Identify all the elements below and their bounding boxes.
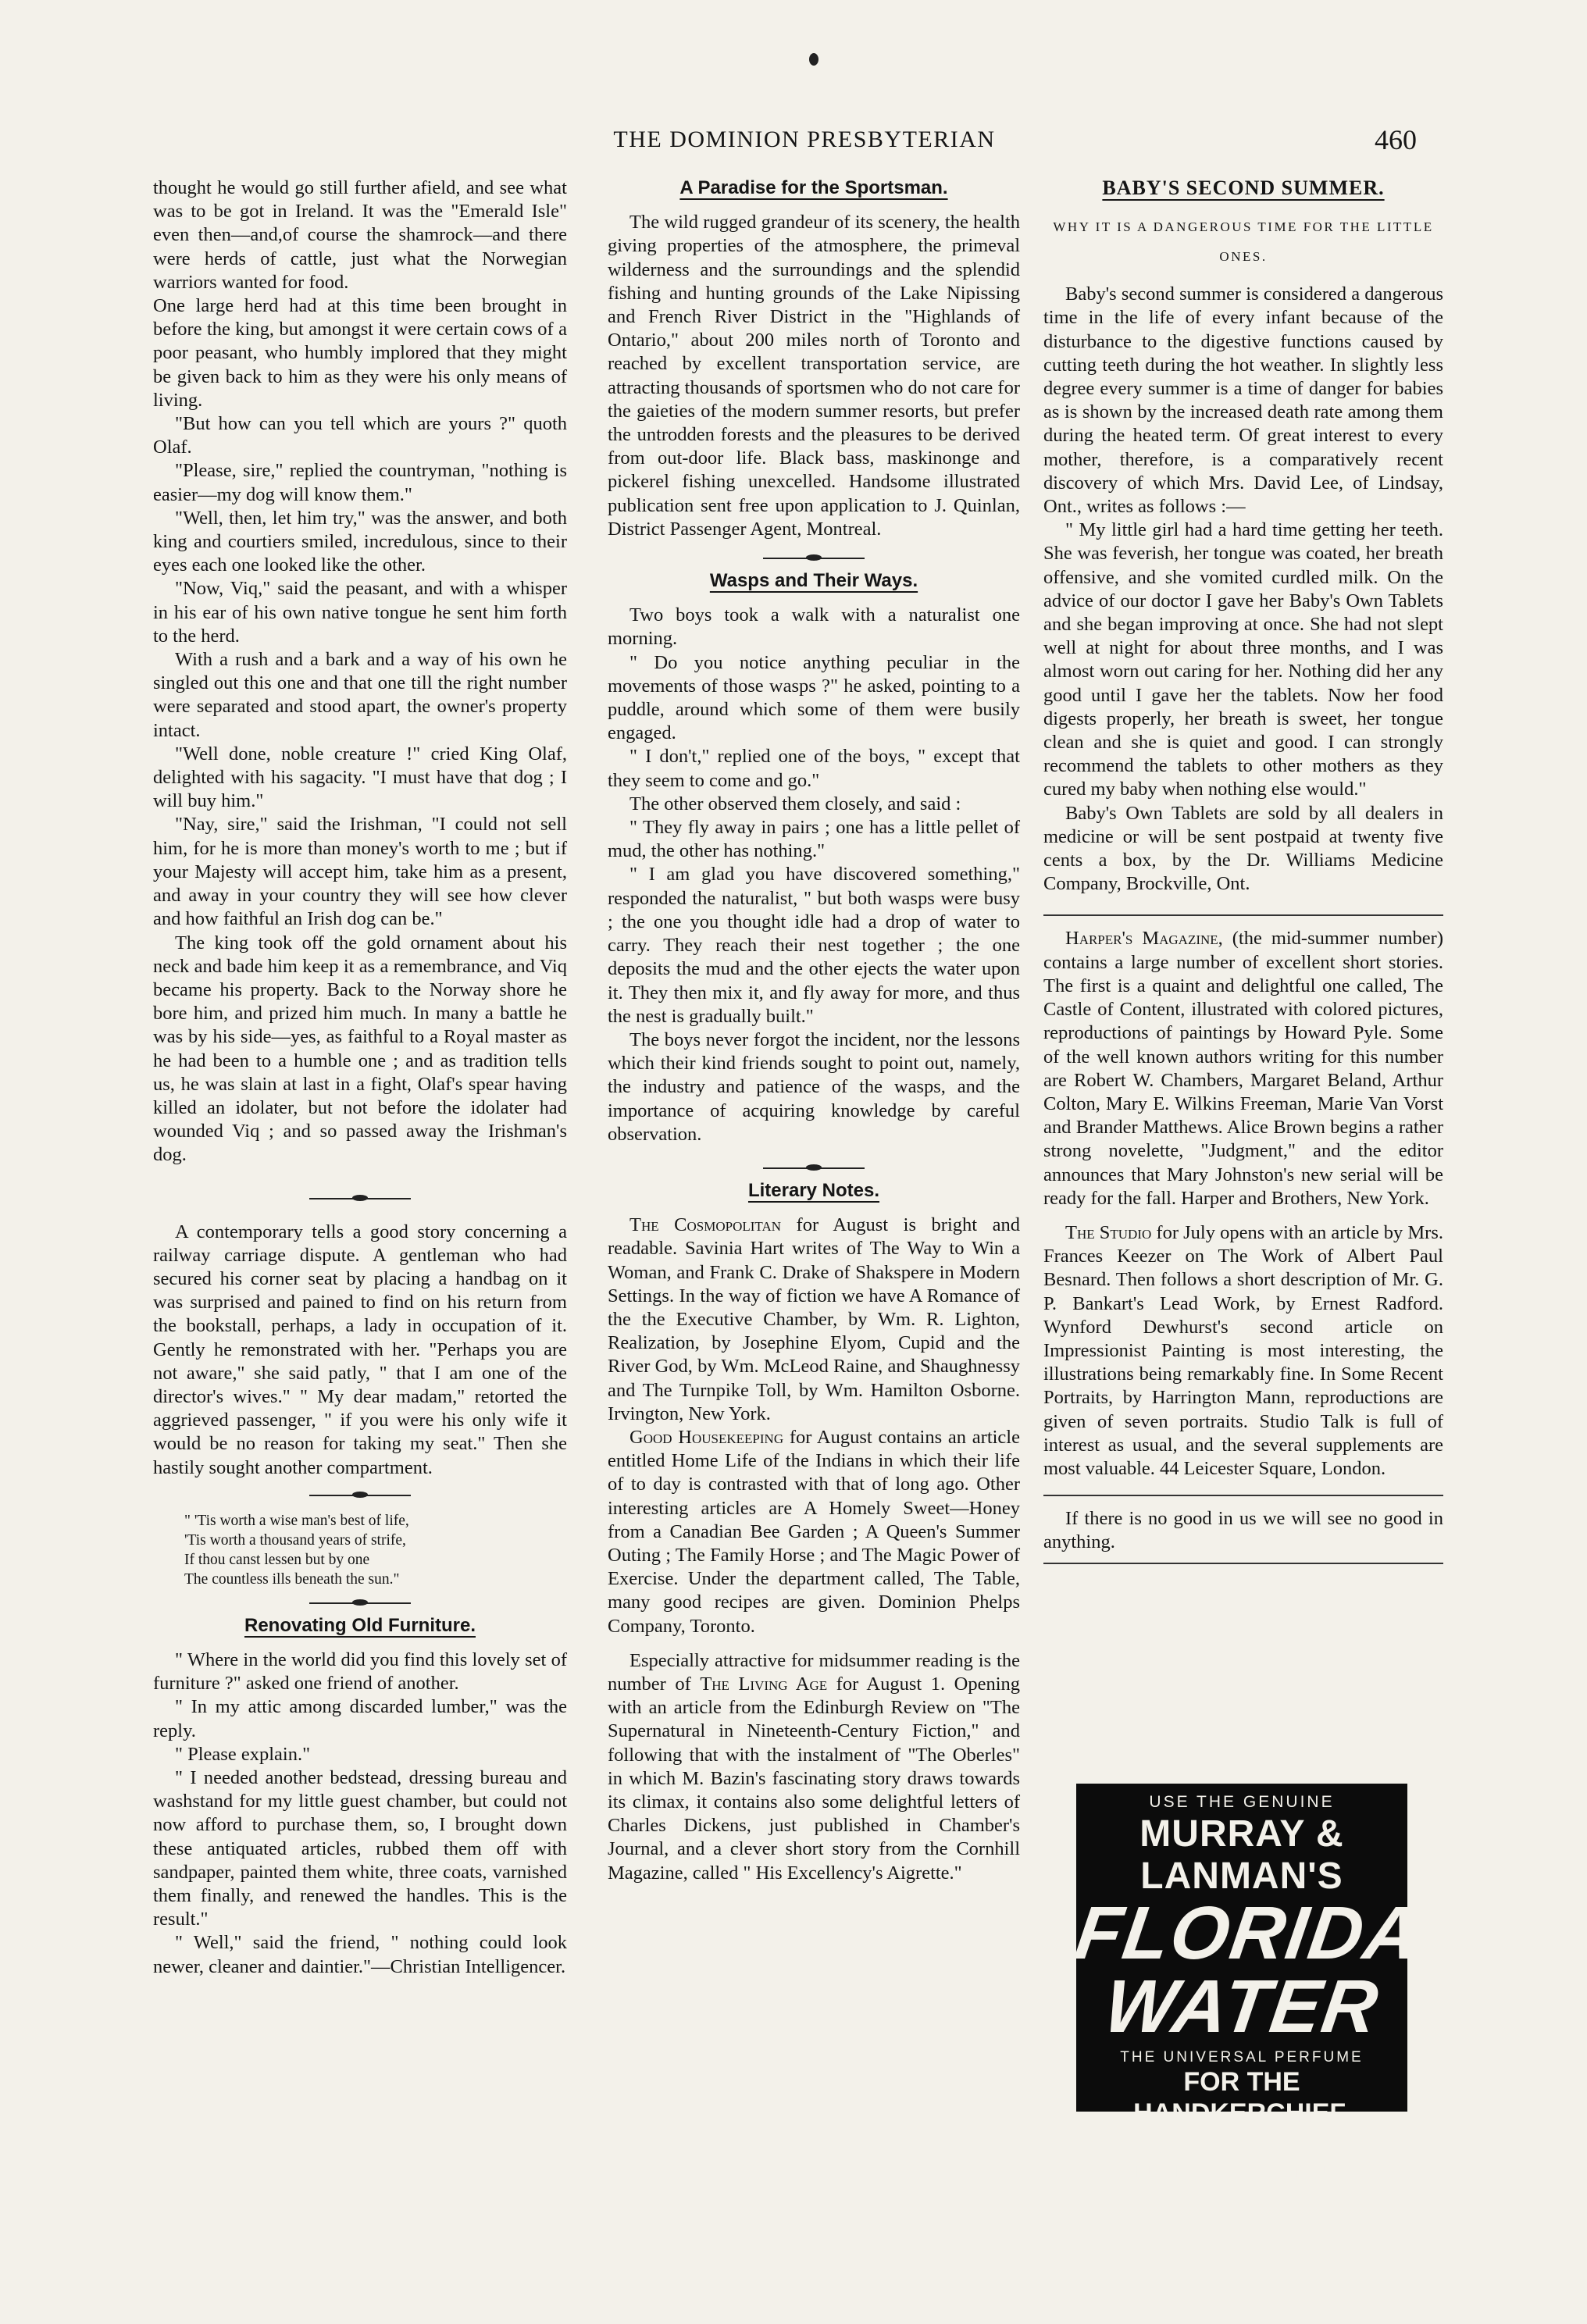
good-housekeeping-title: Good Housekeeping <box>629 1426 784 1448</box>
furniture-paragraph: " Please explain." <box>175 1743 311 1765</box>
baby-heading: BABY'S SECOND SUMMER. <box>1102 176 1385 199</box>
wasps-paragraph: " I am glad you have discovered something," responded the naturalist, " but both wasps were busy ; the one you thought idle had a drop of water to carry. They reach their nest together ; the one deposits the mud and the other ejects the water upon it. They then mix it, and fly away for more, and thus the nest is gradually built." <box>608 864 1020 1027</box>
good-housekeeping-text: for August contains an article entitled Home Life of the Indians in which their life of to day is contrasted with that of long ago. Other interesting articles are A Homely Sweet—Honey from a Canadian Bee Garden ; A Queen's Summer Outing ; The Family Horse ; and The Magic Power of Exercise. Under the department called, The Table, many good recipes are given. Dominion Phelps Company, Toronto. <box>608 1426 1020 1637</box>
olaf-paragraph: "Now, Viq," said the peasant, and with a whisper in his ear of his own native tongue he sent him forth to the herd. <box>153 578 567 647</box>
good-housekeeping-note <box>608 1426 1020 1638</box>
column-right <box>1043 176 1443 1575</box>
paradise-heading: A Paradise for the Sportsman. <box>679 177 948 198</box>
olaf-paragraph: "Well, then, let him try," was the answer, and both king and courtiers smiled, incredulous, since to their eyes each one looked like the other. <box>153 507 567 576</box>
harpers-note <box>1043 927 1443 1210</box>
olaf-paragraph: "Well done, noble creature !" cried King Olaf, delighted with his sagacity. "I must have that dog ; I will buy him." <box>153 743 567 812</box>
olaf-paragraph: "Nay, sire," said the Irishman, "I could not sell him, for he is more than money's worth to me ; but if your Majesty will accept him, take him as a present, and away in your country they will see how clever and how faithful an Irish dog can be." <box>153 814 567 930</box>
railway-anecdote: A contemporary tells a good story concerning a railway carriage dispute. A gentleman who had secured his corner seat by placing a handbag on it was surprised and pained to find on his return from the bookstall, perhaps, a lady in occupation of it. Gently he remonstrated with her. "Perhaps you are not aware," she said patly, " that I am one of the director's wives." " My dear madam," retorted the aggrieved passenger, " if you were his only wife it would be no reason for taking my seat." Then she hastily sought another compartment. <box>153 1221 567 1478</box>
page-header-title: THE DOMINION PRESBYTERIAN <box>613 127 996 152</box>
furniture-paragraph: " Where in the world did you find this lovely set of furniture ?" asked one friend of another. <box>153 1649 567 1695</box>
ad-line-substitutes: REFUSE ALL SUBSTITUTES <box>1107 2163 1376 2181</box>
column-middle <box>608 176 1020 1885</box>
poem-line: 'Tis worth a thousand years of strife, <box>184 1531 406 1549</box>
wasps-paragraph: Two boys took a walk with a naturalist one morning. <box>608 604 1020 650</box>
cosmopolitan-title: The Cosmopolitan <box>629 1214 781 1236</box>
poem-line: The countless ills beneath the sun." <box>184 1570 400 1588</box>
wasps-paragraph: The other observed them closely, and said : <box>629 793 961 814</box>
paradise-paragraph: The wild rugged grandeur of its scenery, the health giving properties of the atmosphere, the primeval wilderness and the surroundings and the splendid fishing and hunting grounds of the Lake Nipissing and French River District in the "Highlands of Ontario," about 200 miles north of Toronto and reached by excellent transportation service, are attracting thousands of sportsmen who do not care for the gaieties of the modern summer resorts, but prefer the untrodden forests and the pleasures to be derived from out-door life. Black bass, maskinonge and pickerel fishing unexcelled. Handsome illustrated publication sent free upon application to J. Quinlan, District Passenger Agent, Montreal. <box>608 212 1020 540</box>
florida-water-advertisement <box>1070 1784 1427 2181</box>
wasps-paragraph: The boys never forgot the incident, nor the lessons which their kind friends sought to point out, namely, the industry and patience of the wasps, and the importance of acquiring knowledge by careful observation. <box>608 1028 1020 1145</box>
olaf-paragraph: The king took off the gold ornament about his neck and bade him keep it as a remembrance, and Viq became his property. Back to the Norway shore he bore him, and prized him much. In many a battle he was by his side—yes, as faithful to a Royal master as he had been to a humble one ; and as tradition tells us, he was slain at last in a fight, Olaf's spear having killed an idolater, but not before the idolater had wounded Viq ; and so passed away the Irishman's dog. <box>153 932 567 1166</box>
section-divider <box>153 1592 567 1614</box>
harpers-title: Harper's Magazine, <box>1065 928 1223 950</box>
baby-paragraph: Baby's Own Tablets are sold by all dealers in medicine or will be sent postpaid at twenty five cents a box, by the Dr. Williams Medicine Company, Brockville, Ont. <box>1043 802 1443 895</box>
wasps-paragraph: " They fly away in pairs ; one has a little pellet of mud, the other has nothing." <box>608 817 1020 862</box>
ad-product-florida: FLORIDA <box>1070 1891 1427 1975</box>
section-divider <box>153 1485 567 1506</box>
ad-brand-lanman: LANMAN'S <box>1140 1855 1343 1897</box>
poem-stanza <box>184 1511 567 1589</box>
section-divider <box>1043 1563 1443 1564</box>
literary-heading: Literary Notes. <box>747 1179 880 1201</box>
olaf-paragraph: With a rush and a bark and a way of his own he singled out this one and that one till the right number were separated and stood apart, the owner's property intact. <box>153 649 567 741</box>
olaf-paragraph: thought he would go still further afield, and see what was to be got in Ireland. It was the "Emerald Isle" even then—and,of course the shamrock—and there were herds of cattle, just what the Norwegian warriors wanted for food. <box>153 177 567 293</box>
studio-title: The Studio <box>1065 1221 1152 1243</box>
olaf-paragraph: One large herd had at this time been brought in before the king, but amongst it were certain cows of a poor peasant, who humbly implored that they might be given back to him as they were his only means of living. <box>153 295 567 411</box>
furniture-paragraph: " Well," said the friend, " nothing could look newer, cleaner and daintier."—Christian Intelligencer. <box>153 1932 567 1977</box>
studio-text: for July opens with an article by Mrs. Frances Keezer on The Work of Albert Paul Besnard. Then follows a short description of Mr. G. P. Bankart's Lead Work, by Ernest Radford. Wynford Dewhurst's second article on Impressionist Painting is most interesting, the illustrations being remarkably fine. In Some Recent Portraits, by Harrington Mann, reproductions are given of seven portraits. Studio Talk is full of interest as usual, and the several supplements are most valuable. 44 Leicester Square, London. <box>1043 1221 1443 1479</box>
olaf-paragraph: "Please, sire," replied the countryman, "nothing is easier—my dog will know them." <box>153 460 567 505</box>
wasps-heading: Wasps and Their Ways. <box>709 570 918 592</box>
ink-dot <box>809 53 818 66</box>
cosmopolitan-note <box>608 1214 1020 1426</box>
furniture-paragraph: " In my attic among discarded lumber," was the reply. <box>153 1696 567 1741</box>
section-divider <box>608 547 1020 569</box>
good-saying: If there is no good in us we will see no good in anything. <box>1043 1508 1443 1553</box>
ad-line-handkerchief: FOR THE HANDKERCHIEF, <box>1133 2067 1350 2128</box>
harpers-text: (the mid-summer number) contains a large number of excellent short stories. The first is a quaint and delightful one called, The Castle of Content, illustrated with colored pictures, reproductions of paintings by Howard Pyle. Some of the well known authors writing for this number are Robert W. Chambers, Margaret Beland, Arthur Colton, Mary E. Wilkins Freeman, Marie Van Vorst and Brander Matthews. Alice Brown begins a rather strong novelette, "Judgment," and the editor announces that Mary Johnston's new serial will be ready for the fall. Harper and Brothers, New York. <box>1043 928 1443 1209</box>
baby-paragraph: Baby's second summer is considered a dangerous time in the life of every infant because of the disturbance to the digestive functions caused by cutting teeth during the hot weather. In slightly less degree every summer is a time of danger for babies as is shown by the increased death rate among them during the heated term. Of great interest to every mother, therefore, is a comparatively recent discovery of which Mrs. David Lee, of Lindsay, Ont., writes as follows :— <box>1043 283 1443 518</box>
section-divider <box>1043 1495 1443 1496</box>
living-age-note <box>608 1649 1020 1885</box>
poem-line: " 'Tis worth a wise man's best of life, <box>184 1512 409 1529</box>
section-divider <box>1043 914 1443 916</box>
baby-paragraph: " My little girl had a hard time getting her teeth. She was feverish, her tongue was coated, her breath offensive, and she vomited curdled milk. On the advice of our doctor I gave her Baby's Own Tablets and she began improving at once. She had not slept well at night for about three months, and I was almost worn out caring for her. Nothing did her any good until I gave her the tablets. Now her food digests properly, her breath is sweet, her tongue clean and she is quiet and good. I can strongly recommend the tablets to other mothers as they cured my baby when nothing else would." <box>1043 519 1443 800</box>
studio-note <box>1043 1221 1443 1481</box>
ad-line-genuine: USE THE GENUINE <box>1149 1793 1335 1811</box>
ad-brand-murray: MURRAY & <box>1139 1813 1344 1855</box>
section-divider <box>153 1188 567 1210</box>
living-age-text: for August 1. Opening with an article from the Edinburgh Review on "The Supernatural in Nineteenth-Century Fiction," and following that with the instalment of "The Oberles" in which M. Bazin's fascinating story draws towards its climax, it contains also some delightful letters of Charles Dickens, just published in Chamber's Journal, and a clever short story from the Cornhill Magazine, called " His Excellency's Aigrette." <box>608 1673 1020 1884</box>
furniture-heading: Renovating Old Furniture. <box>244 1614 476 1636</box>
page-number: 460 <box>1375 124 1417 155</box>
section-divider <box>608 1157 1020 1179</box>
wasps-paragraph: " Do you notice anything peculiar in the movements of those wasps ?" he asked, pointing to a puddle, around which some of them were busily engaged. <box>608 651 1020 744</box>
poem-line: If thou canst lessen but by one <box>184 1551 370 1568</box>
cosmopolitan-text: for August is bright and readable. Savinia Hart writes of The Way to Win a Woman, and Frank C. Drake of Shakspere in Modern Settings. In the way of fiction we have A Romance of the the Executive Chamber, by Wm. R. Lighton, Realization, by Josephine Elyom, Cupid and the River God, by Wm. McLeod Raine, and Shaughnessy and The Turnpike Toll, by Wm. Hamilton Osborne. Irvington, New York. <box>608 1214 1020 1424</box>
olaf-paragraph: "But how can you tell which are yours ?" quoth Olaf. <box>153 413 567 458</box>
baby-subheading: WHY IT IS A DANGEROUS TIME FOR THE LITTLE ONES. <box>1053 219 1434 265</box>
ad-product-water: WATER <box>1099 1965 1385 2048</box>
furniture-paragraph: " I needed another bedstead, dressing bureau and washstand for my little guest chamber, but could not now afford to purchase them, so, I brought down these antiquated articles, rubbed them off with sandpaper, painted them white, three coats, varnished them finally, and renewed the handles. This is the result." <box>153 1766 567 1930</box>
living-age-title: The Living Age <box>700 1673 828 1695</box>
living-age-intro: Especially attractive for midsummer reading is the number of <box>608 1649 1020 1695</box>
wasps-paragraph: " I don't," replied one of the boys, " except that they seem to come and go." <box>608 746 1020 791</box>
ad-line-toilet-bath: TOILET & BATH. <box>1138 2130 1346 2159</box>
ad-line-perfume: THE UNIVERSAL PERFUME <box>1120 2049 1364 2066</box>
column-left <box>153 176 567 1979</box>
